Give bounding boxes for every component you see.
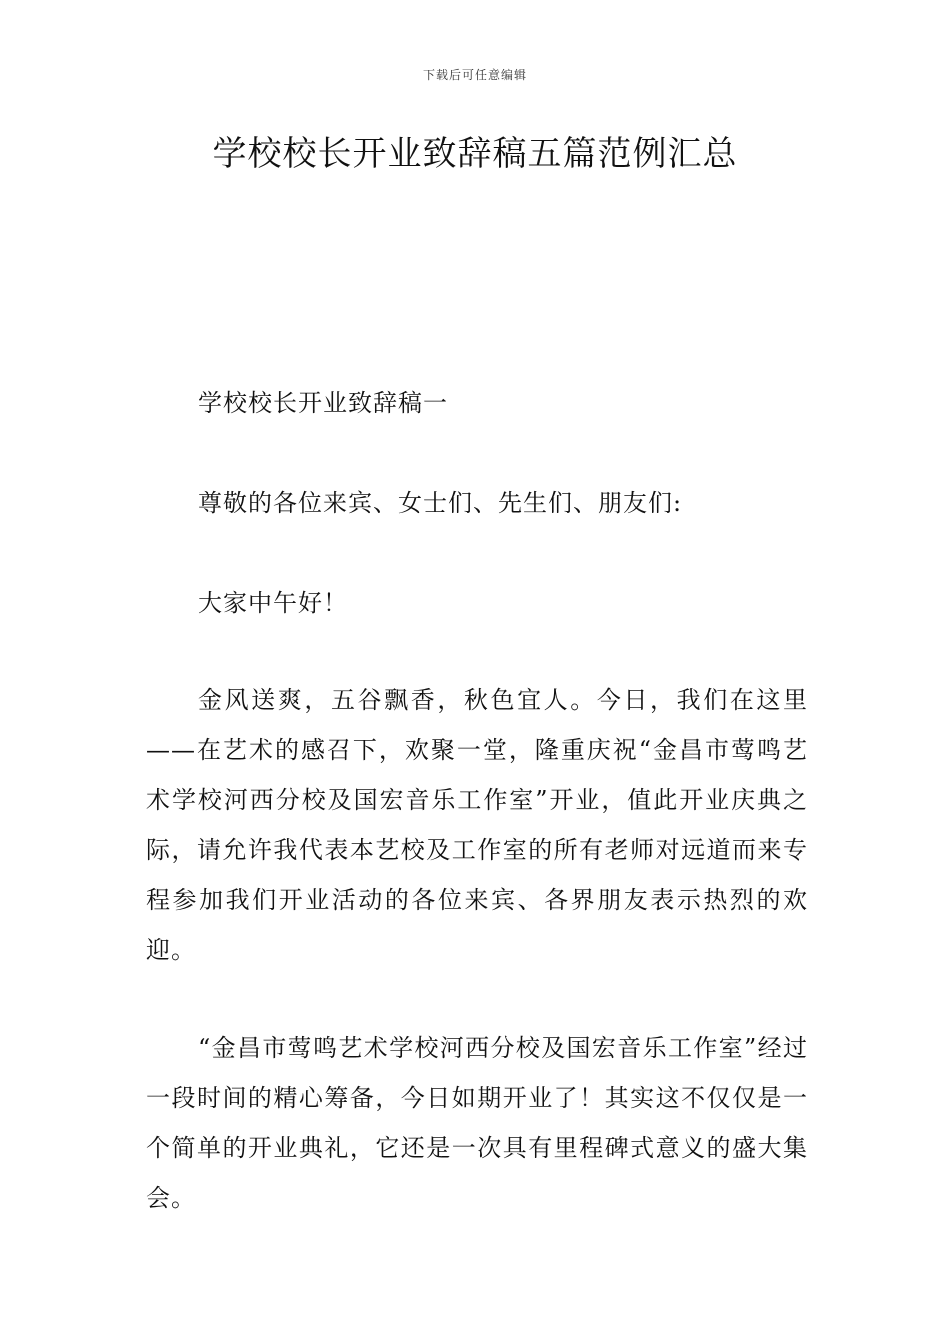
section-heading: 学校校长开业致辞稿一: [198, 389, 448, 417]
header-note: 下载后可任意编辑: [422, 68, 527, 82]
paragraph: “金昌市莺鸣艺术学校河西分校及国宏音乐工作室”经过一段时间的精心筹备，今日如期开业了！其实这不仅仅是一个简单的开业典礼，它还是一次具有里程碑式意义的盛大集会。: [146, 1034, 808, 1212]
paragraph: 金风送爽，五谷飘香，秋色宜人。今日，我们在这里——在艺术的感召下，欢聚一堂，隆重庆祝“金昌市莺鸣艺术学校河西分校及国宏音乐工作室”开业，值此开业庆典之际，请允许我代表本艺校及工作室的所有老师对远道而来专程参加我们开业活动的各位来宾、各界朋友表示热烈的欢迎。: [146, 686, 808, 964]
page-title: 学校校长开业致辞稿五篇范例汇总: [212, 134, 738, 174]
salutation: 尊敬的各位来宾、女士们、先生们、朋友们:: [198, 489, 683, 517]
greeting: 大家中午好！: [198, 589, 348, 617]
